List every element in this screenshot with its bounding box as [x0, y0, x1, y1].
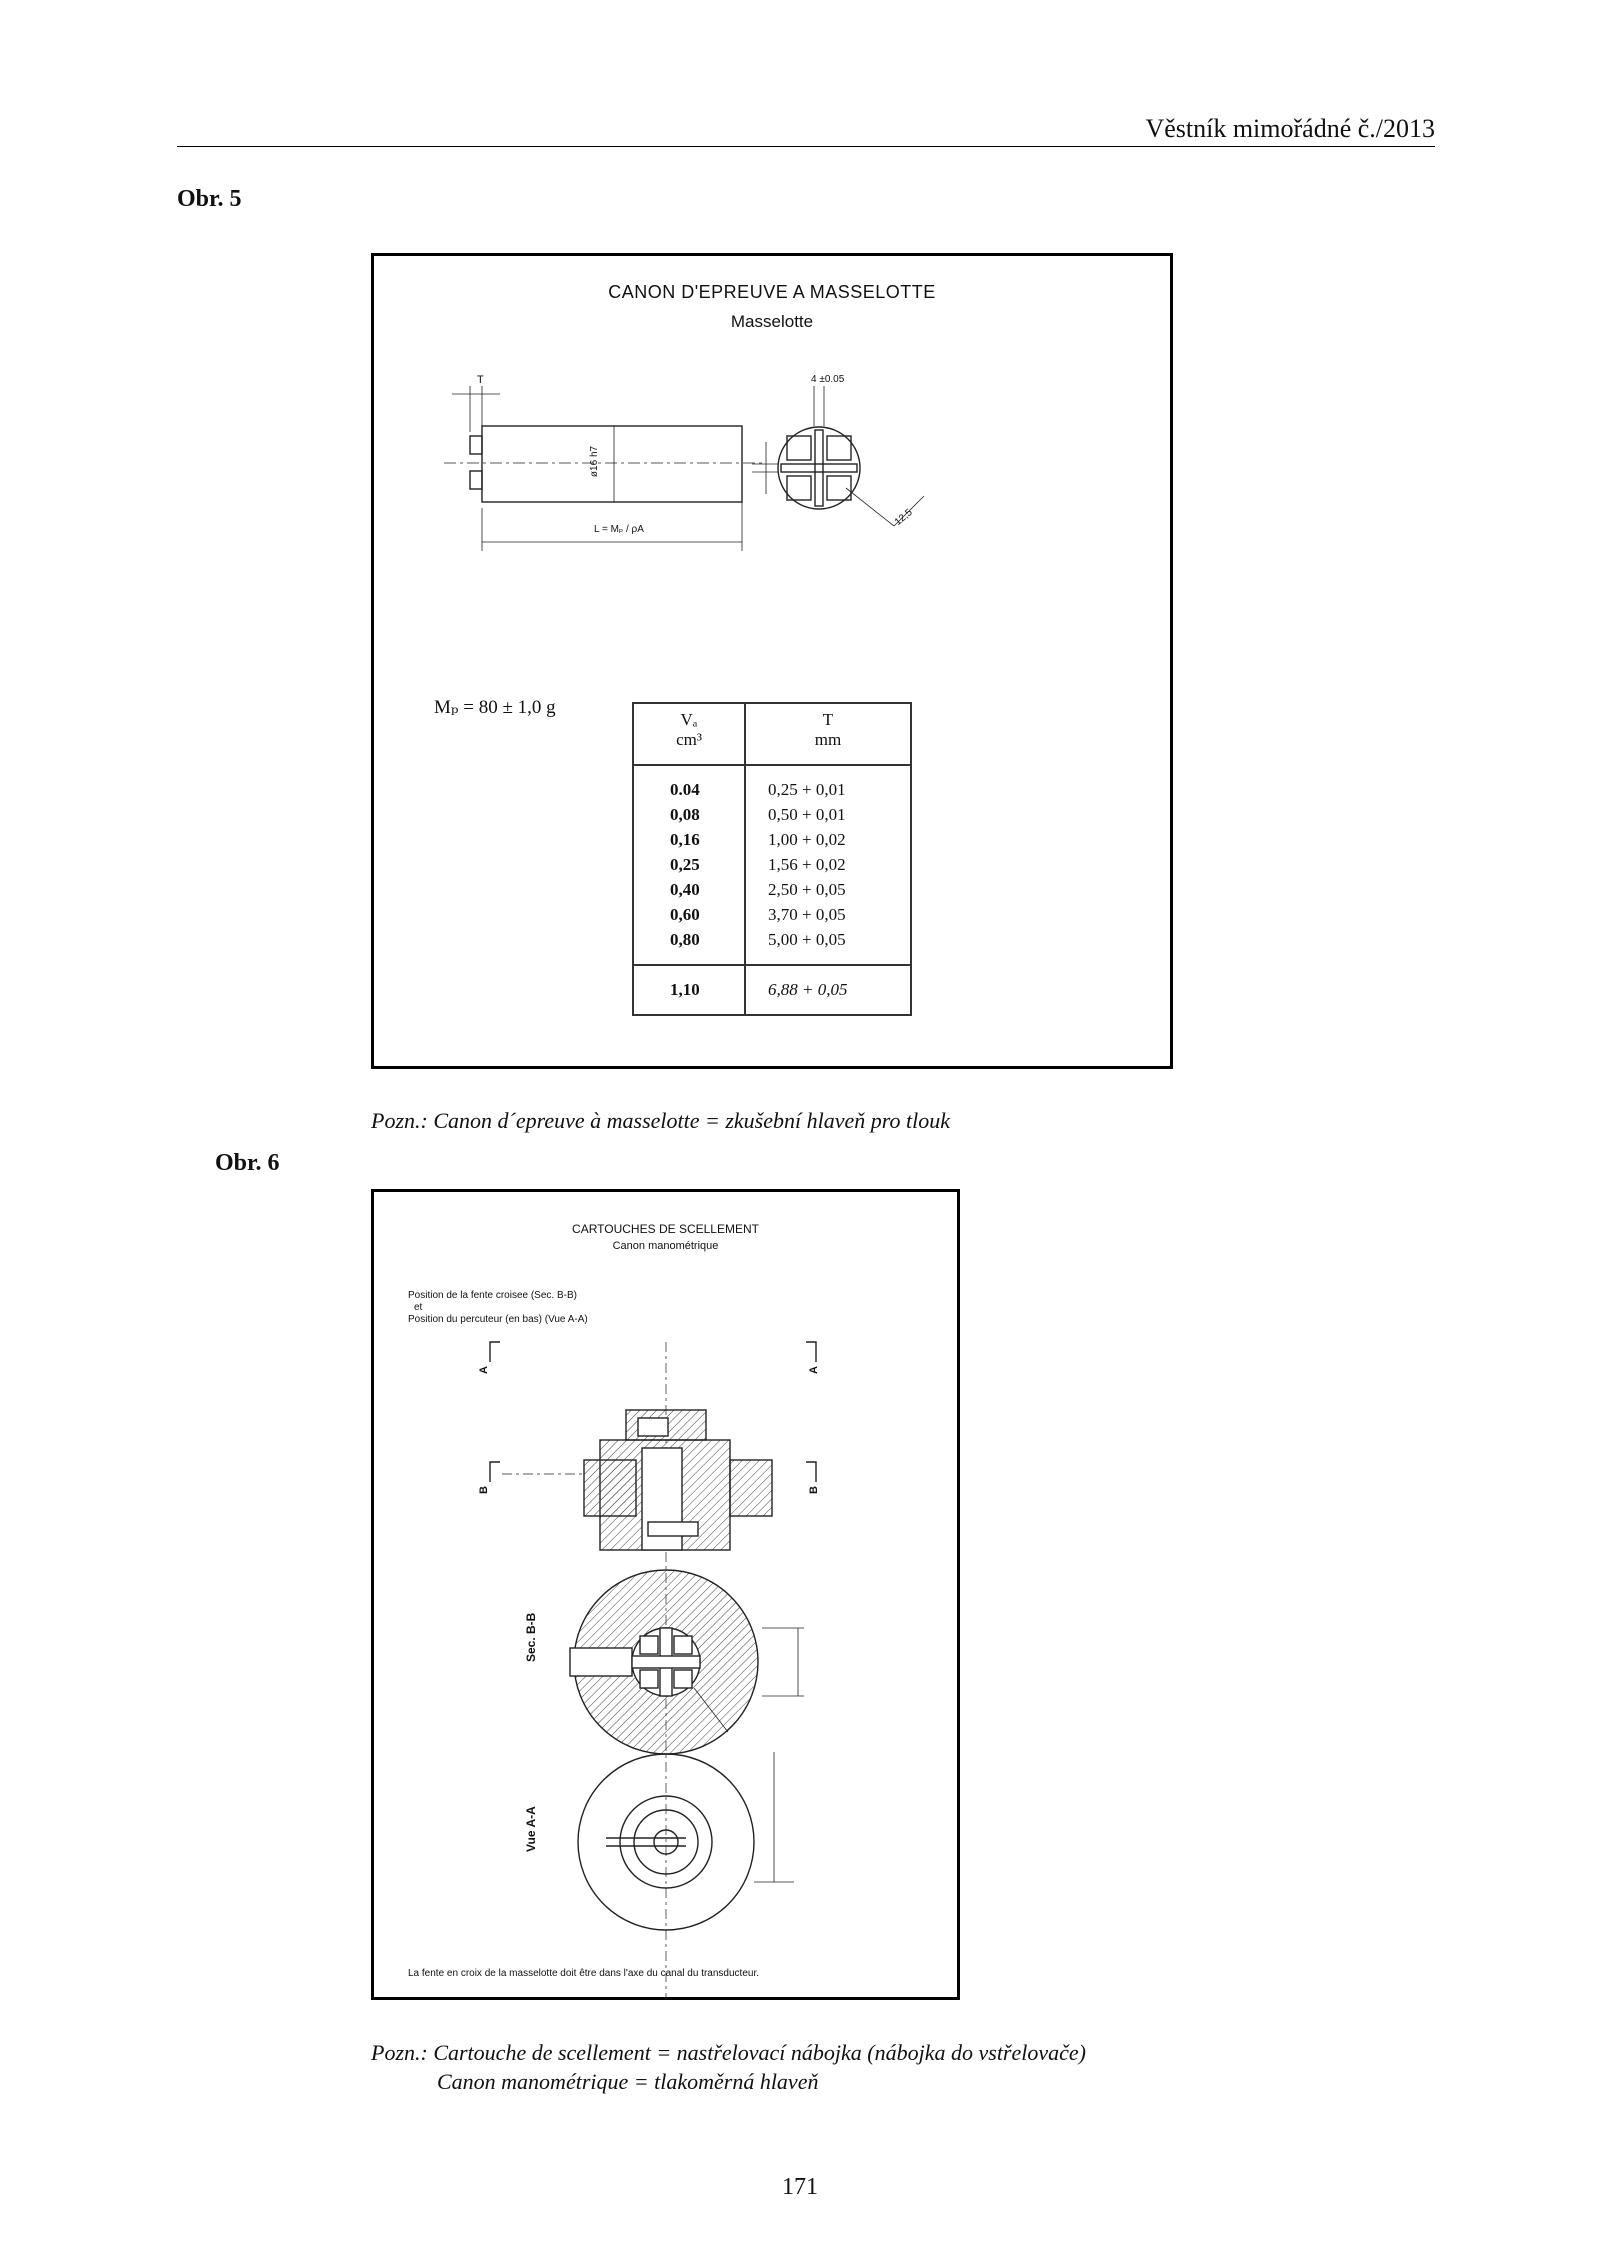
masselotte-stub-bottom	[470, 471, 482, 489]
table-row-t: 1,56 + 0,02	[768, 855, 846, 874]
mass-label: Mₚ = 80 ± 1,0 g	[434, 697, 556, 718]
canon-drawing	[374, 1192, 957, 1997]
sec-bb-label: Sec. B-B	[524, 1612, 538, 1662]
table-row-v: 0.04	[633, 765, 745, 800]
header-title: Věstník mimořádné č./2013	[1145, 114, 1435, 143]
figure6-note-line1: Pozn.: Cartouche de scellement = nastřelovací nábojka (nábojka do vstřelovače)	[371, 2040, 1086, 2065]
page-number: 171	[782, 2174, 818, 2200]
figure6-note-line2: Canon manométrique = tlakoměrná hlaveň	[437, 2069, 819, 2094]
figure5-note: Pozn.: Canon d´epreuve à masselotte = zkušební hlaveň pro tlouk	[371, 1108, 950, 1133]
end-view-circle	[778, 427, 860, 509]
table-row-t: 3,70 + 0,05	[768, 905, 846, 924]
table-row-v: 0,08	[633, 800, 745, 825]
vue-aa-label: Vue A-A	[524, 1806, 538, 1852]
figure6-title: CARTOUCHES DE SCELLEMENT	[572, 1222, 759, 1236]
table-row-t: 0,25 + 0,01	[768, 780, 846, 799]
dim-length: L = Mₚ / ρA	[594, 524, 644, 535]
table-row-v: 0,60	[633, 900, 745, 925]
section-a-right: A	[807, 1366, 820, 1374]
figure5-frame	[371, 253, 1173, 1069]
dim-t: T	[477, 374, 484, 386]
figure5-label: Obr. 5	[177, 186, 242, 212]
dim-slot: 4 ±0.05	[811, 374, 845, 385]
table-row-v: 0,80	[633, 925, 745, 965]
table-row-v: 0,25	[633, 850, 745, 875]
table-row-t: 1,00 + 0,02	[768, 830, 846, 849]
section-a-left: A	[477, 1366, 490, 1374]
header-rule	[177, 146, 1435, 147]
figure6-subtitle: Canon manométrique	[612, 1240, 719, 1252]
section-b-right: B	[807, 1486, 820, 1494]
table-header-t: T mm	[814, 710, 842, 749]
figure6-position-text: Position de la fente croisee (Sec. B-B) et Position du percuteur (en bas) (Vue A-A)	[408, 1290, 588, 1325]
masselotte-body	[482, 426, 742, 502]
table-row-t: 5,00 + 0,05	[768, 930, 846, 949]
dim-diameter: ø16 h7	[589, 445, 601, 478]
masselotte-stub-top	[470, 436, 482, 454]
table-last-v: 1,10	[633, 965, 745, 1015]
table-row-v: 0,40	[633, 875, 745, 900]
figure6-label: Obr. 6	[215, 1150, 280, 1176]
figure6-frame	[371, 1189, 960, 2000]
figure5-title: CANON D'EPREUVE A MASSELOTTE	[608, 282, 936, 302]
figure6-footer: La fente en croix de la masselotte doit être dans l'axe du canal du transducteur.	[408, 1968, 760, 1979]
section-b-left: B	[477, 1486, 490, 1494]
table-row-t: 2,50 + 0,05	[768, 880, 846, 899]
table-row-t: 0,50 + 0,01	[768, 805, 846, 824]
figure5-subtitle: Masselotte	[730, 312, 814, 331]
table-last-t: 6,88 + 0,05	[768, 980, 848, 999]
figure5-table	[632, 702, 912, 1016]
dim-cross: 12,5	[892, 507, 915, 528]
table-header-v: Vₐ cm³	[633, 703, 745, 765]
table-row-v: 0,16	[633, 825, 745, 850]
